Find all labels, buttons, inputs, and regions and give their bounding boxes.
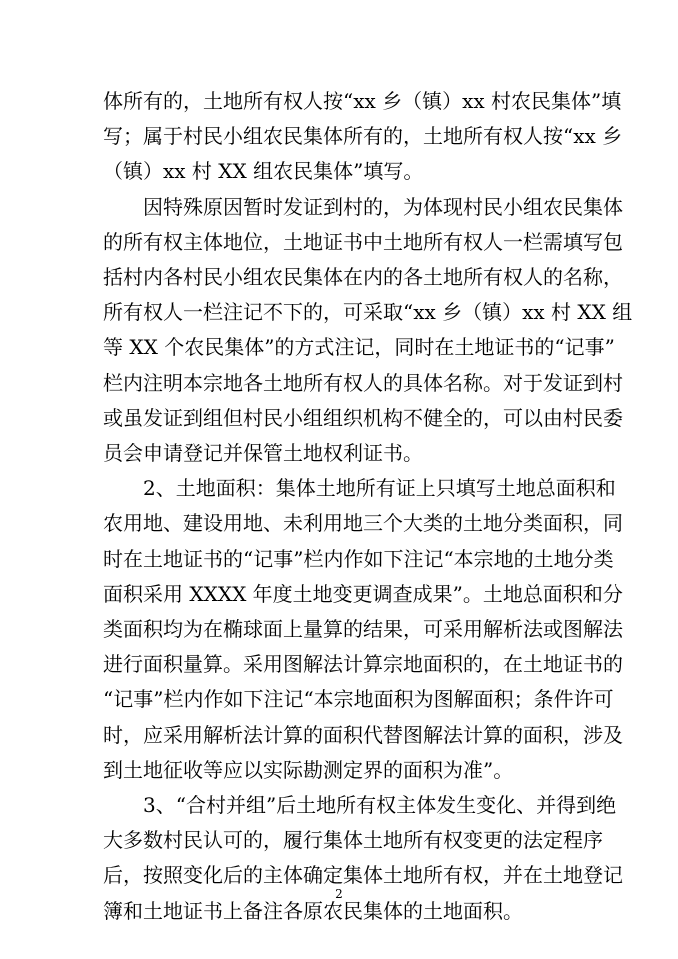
text-line: 到土地征收等应以实际勘测定界的面积为准”。 xyxy=(103,758,514,782)
text-line: 后，按照变化后的主体确定集体土地所有权，并在土地登记 xyxy=(103,863,623,887)
text-line: 栏内注明本宗地各土地所有权人的具体名称。对于发证到村 xyxy=(103,371,623,395)
text-line: 面积采用 XXXX 年度土地变更调查成果”。土地总面积和分 xyxy=(103,582,623,606)
text-line: 类面积均为在椭球面上量算的结果，可采用解析法或图解法 xyxy=(103,617,623,641)
text-line: 簿和土地证书上备注各原农民集体的土地面积。 xyxy=(103,899,523,923)
text-line: 所有权人一栏注记不下的，可采取“xx 乡（镇）xx 村 XX 组 xyxy=(103,300,633,324)
text-line: 体所有的，土地所有权人按“xx 乡（镇）xx 村农民集体”填 xyxy=(103,89,622,113)
text-line: 进行面积量算。采用图解法计算宗地面积的，在土地证书的 xyxy=(103,652,623,676)
text-line: 时在土地证书的“记事”栏内作如下注记“本宗地的土地分类 xyxy=(103,547,614,571)
text-line: 时，应采用解析法计算的面积代替图解法计算的面积，涉及 xyxy=(103,723,623,747)
text-line: 大多数村民认可的，履行集体土地所有权变更的法定程序 xyxy=(103,828,603,852)
text-line: 写；属于村民小组农民集体所有的，土地所有权人按“xx 乡 xyxy=(103,124,623,148)
paragraph-first-line: 2、土地面积：集体土地所有证上只填写土地总面积和 xyxy=(143,476,616,500)
text-line: 的所有权主体地位，土地证书中土地所有权人一栏需填写包 xyxy=(103,230,623,254)
text-line: （镇）xx 村 XX 组农民集体”填写。 xyxy=(103,159,424,183)
text-line: 农用地、建设用地、未利用地三个大类的土地分类面积，同 xyxy=(103,511,623,535)
text-line: 或虽发证到组但村民小组组织机构不健全的，可以由村民委 xyxy=(103,406,623,430)
text-line: 等 XX 个农民集体”的方式注记，同时在土地证书的“记事” xyxy=(103,335,615,359)
paragraph-first-line: 因特殊原因暂时发证到村的，为体现村民小组农民集体 xyxy=(143,195,623,219)
text-line: 员会申请登记并保管土地权利证书。 xyxy=(103,441,423,465)
page-number: 2 xyxy=(335,887,343,901)
text-line: 括村内各村民小组农民集体在内的各土地所有权人的名称， xyxy=(103,265,623,289)
paragraph-first-line: 3、“合村并组”后土地所有权主体发生变化、并得到绝 xyxy=(143,793,617,817)
text-line: “记事”栏内作如下注记“本宗地面积为图解面积；条件许可 xyxy=(103,687,614,711)
